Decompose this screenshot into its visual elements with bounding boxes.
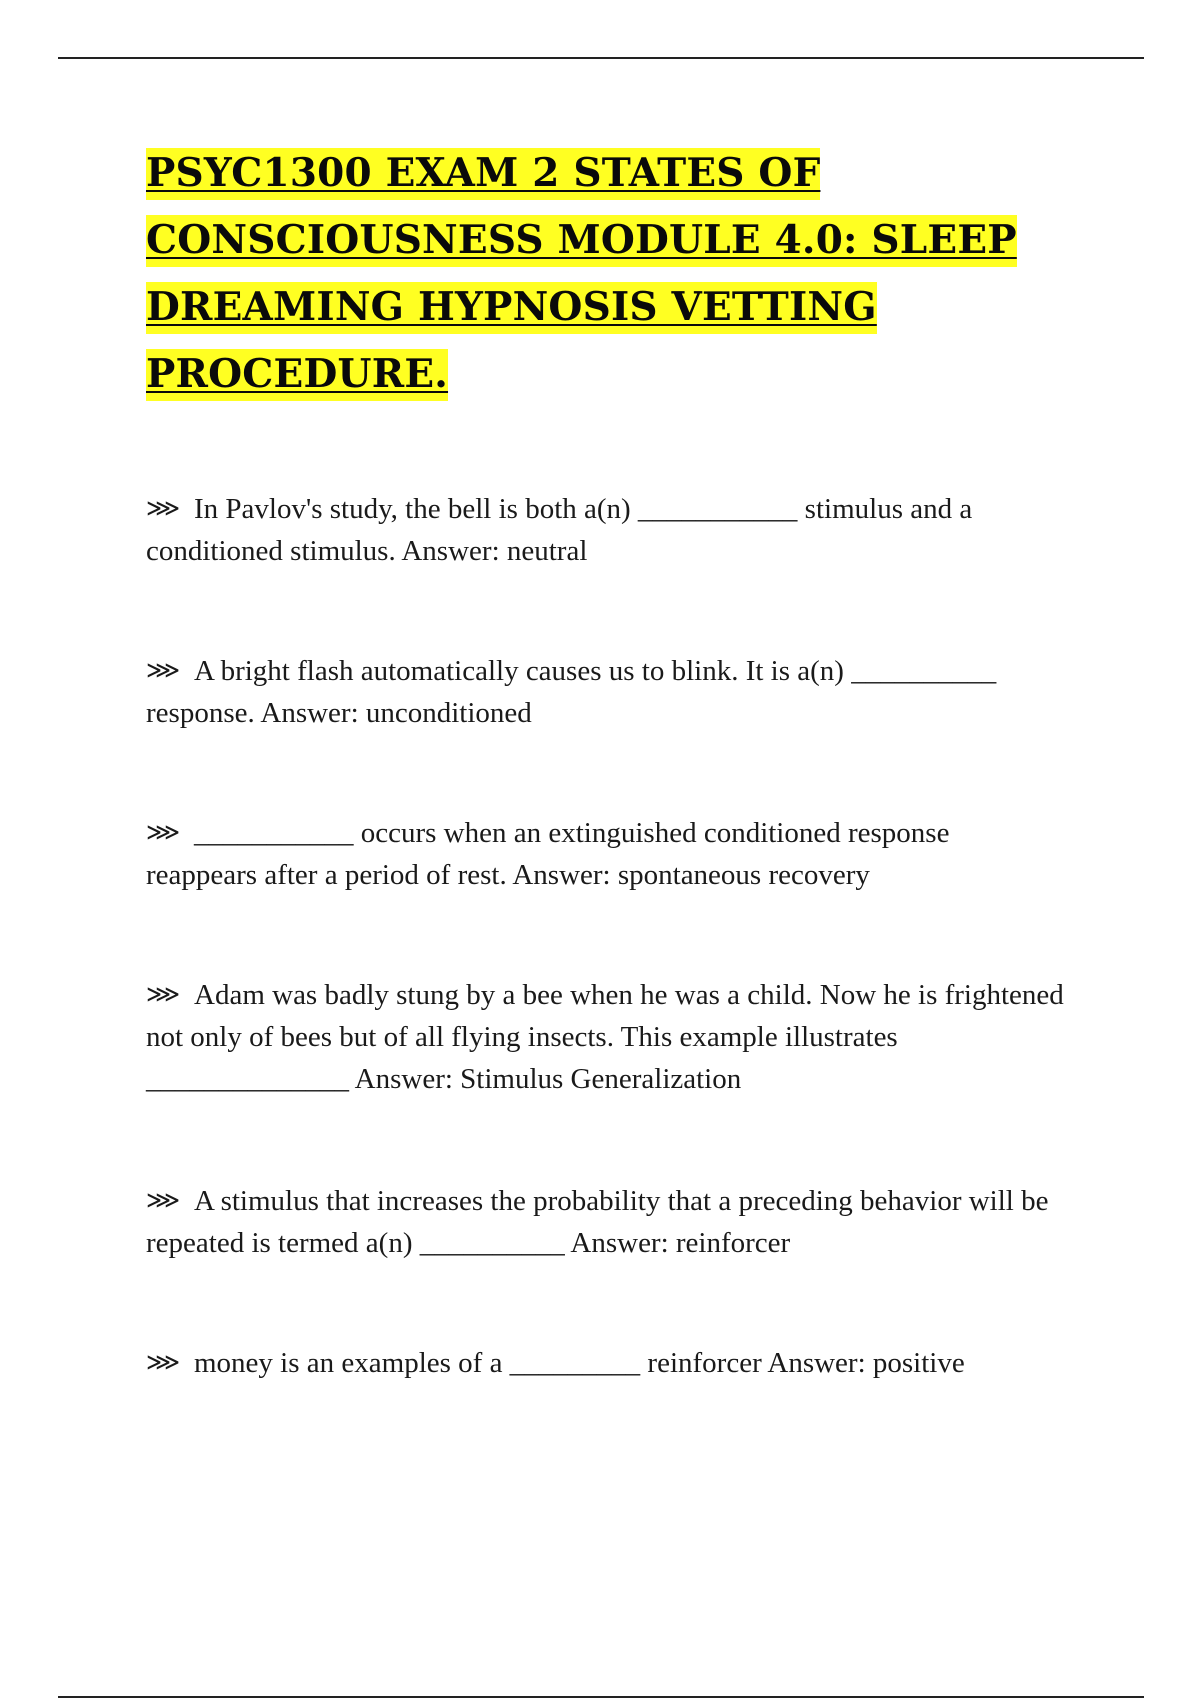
question-text: money is an examples of a _________ reinforcer Answer: positive	[194, 1347, 965, 1379]
bottom-divider	[58, 1696, 1144, 1698]
question-item	[146, 811, 1066, 896]
document-title	[146, 140, 1046, 408]
question-item	[146, 973, 1066, 1100]
question-text: A stimulus that increases the probability that a preceding behavior will be repeated is termed a(n) __________ Answer: reinforcer	[146, 1185, 1049, 1259]
question-text: A bright flash automatically causes us to blink. It is a(n) __________ response. Answer: unconditioned	[146, 655, 997, 729]
arrow-bullet-icon: ⋙	[146, 1186, 181, 1214]
question-text: In Pavlov's study, the bell is both a(n) ___________ stimulus and a conditioned stimulus. Answer: neutral	[146, 493, 973, 567]
question-text: ___________ occurs when an extinguished conditioned response reappears after a period of rest. Answer: spontaneous recovery	[146, 817, 950, 891]
question-item	[146, 1341, 1066, 1384]
arrow-bullet-icon: ⋙	[146, 1348, 181, 1376]
arrow-bullet-icon: ⋙	[146, 980, 181, 1008]
arrow-bullet-icon: ⋙	[146, 656, 181, 684]
title-highlight: PSYC1300 EXAM 2 STATES OF CONSCIOUSNESS MODULE 4.0: SLEEP DREAMING HYPNOSIS VETTING PROCEDURE.	[146, 148, 1017, 401]
question-text: Adam was badly stung by a bee when he was a child. Now he is frightened not only of bees but of all flying insects. This example illustrates ______________ Answer: Stimulus Generalization	[146, 979, 1064, 1095]
question-item	[146, 487, 1066, 572]
arrow-bullet-icon: ⋙	[146, 494, 181, 522]
question-item	[146, 649, 1066, 734]
top-divider	[58, 57, 1144, 59]
arrow-bullet-icon: ⋙	[146, 818, 181, 846]
question-item	[146, 1179, 1066, 1264]
